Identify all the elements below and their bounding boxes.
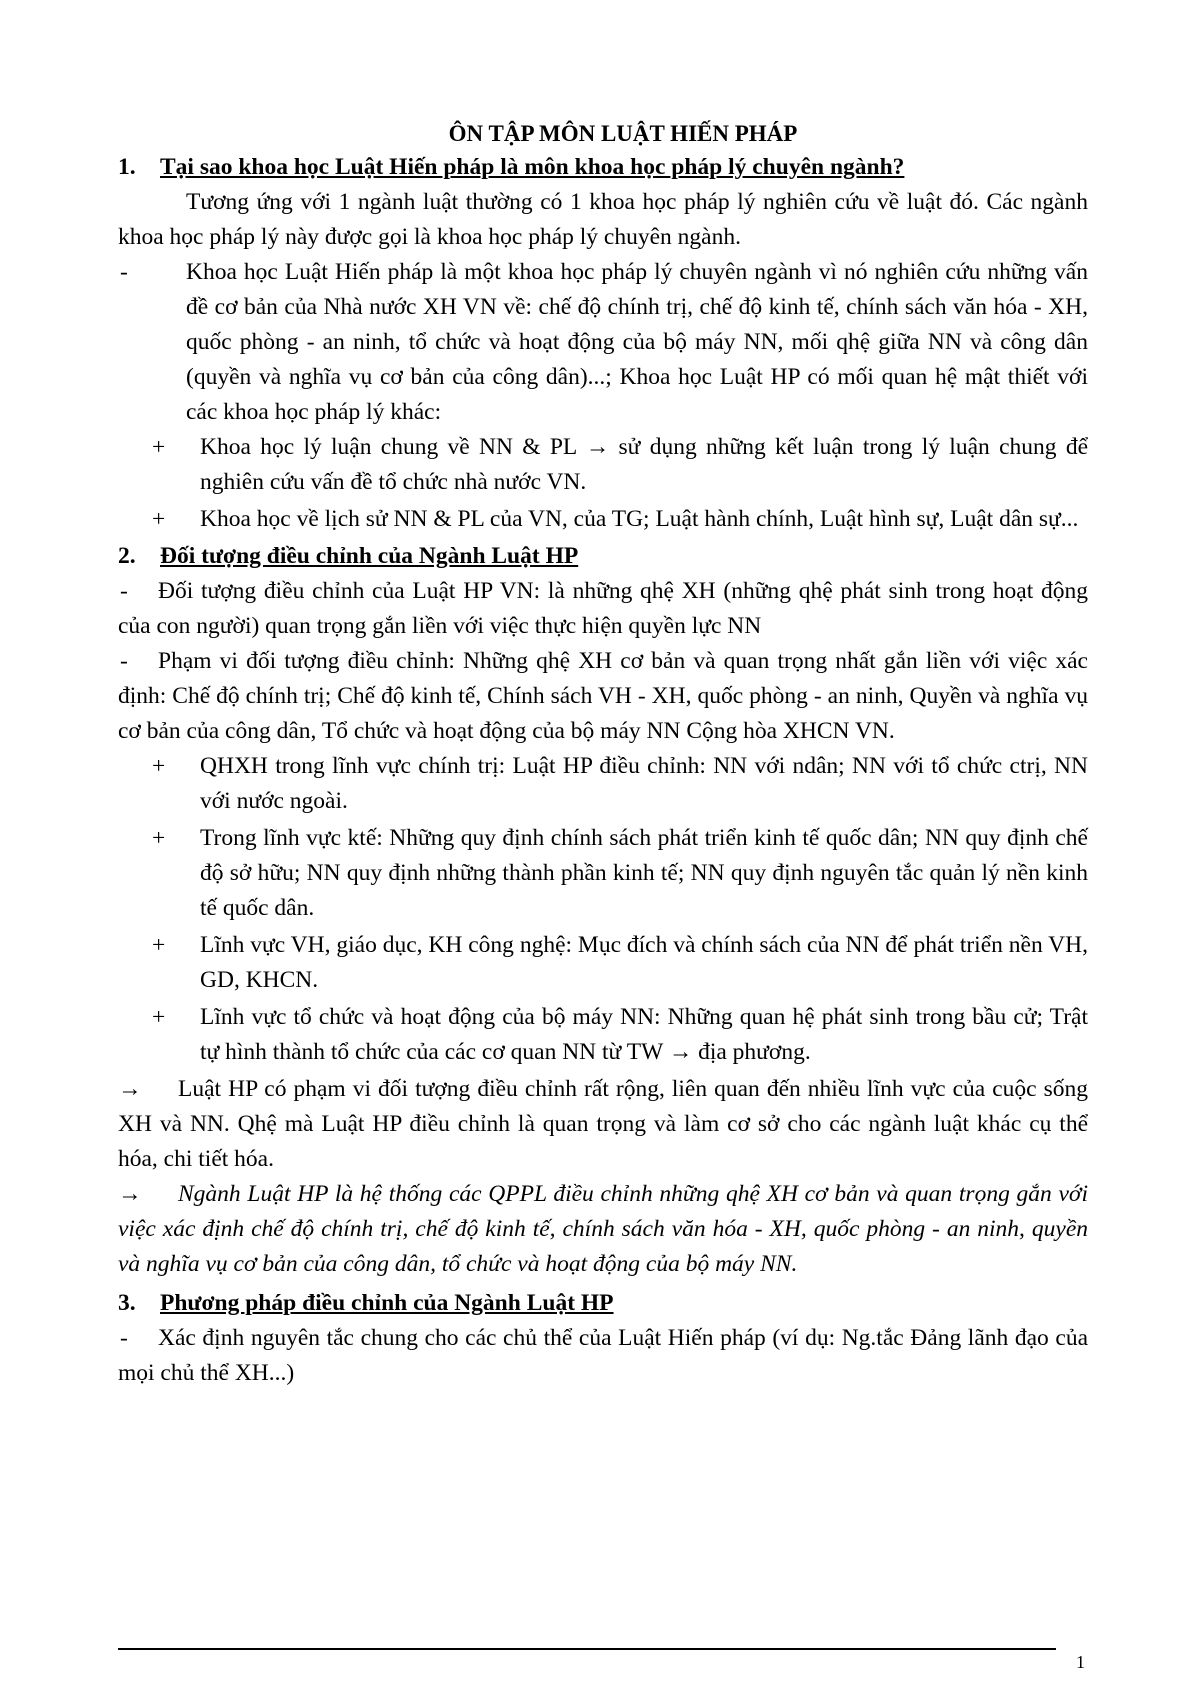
section-1-plus-item-1 [152,430,1088,500]
section-2-plus-item-4 [152,1000,1088,1070]
dash-text: Xác định nguyên tắc chung cho các chủ thể của Luật Hiến pháp (ví dụ: Ng.tắc Đảng lãnh đạo của mọi chủ thể XH...) [118,1325,1088,1386]
arrow-marker: → [118,1076,142,1102]
arrow-text: Ngành Luật HP là hệ thống các QPPL điều chỉnh những qhệ XH cơ bản và quan trọng gắn với việc xác định chế độ chính trị, chế độ kinh tế, chính sách văn hóa - XH, quốc phòng - an ninh, quyền và nghĩa vụ cơ bản của công dân, tổ chức và hoạt động của bộ máy NN. [118,1181,1088,1277]
section-2-arrow-item-1 [118,1072,1088,1177]
plus-marker: + [152,506,166,532]
dash-marker: - [120,1325,128,1351]
document-title: ÔN TẬP MÔN LUẬT HIẾN PHÁP [448,121,798,146]
section-2-dash-item-1 [118,574,1088,644]
plus-marker: + [152,825,166,851]
dash-marker: - [120,259,128,285]
section-2-arrow-item-2 [118,1177,1088,1282]
section-2-plus-item-3 [152,928,1088,998]
dash-text: Khoa học Luật Hiến pháp là một khoa học pháp lý chuyên ngành vì nó nghiên cứu những vấn đề cơ bản của Nhà nước XH VN về: chế độ chính trị, chế độ kinh tế, chính sách văn hóa - XH, quốc phòng - an ninh, tổ chức và hoạt động của bộ máy NN, mối qhệ giữa NN và công dân (quyền và nghĩa vụ cơ bản của công dân)...; Khoa học Luật HP có mối quan hệ mật thiết với các khoa học pháp lý khác: [186,259,1088,425]
plus-marker: + [152,1004,166,1030]
plus-marker: + [152,753,166,779]
dash-marker: - [120,578,128,604]
section-2-plus-item-1 [152,749,1088,819]
plus-marker: + [152,932,166,958]
plus-text: Lĩnh vực tổ chức và hoạt động của bộ máy NN: Những quan hệ phát sinh trong bầu cử; Trật tự hình thành tổ chức của các cơ quan NN từ TW → địa phương. [200,1004,1088,1065]
section-heading-text: Đối tượng điều chỉnh của Ngành Luật HP [160,543,579,569]
section-heading-text: Phương pháp điều chỉnh của Ngành Luật HP [160,1290,614,1316]
section-1-heading [118,150,1088,185]
section-number: 3. [118,1290,136,1316]
section-heading-text: Tại sao khoa học Luật Hiến pháp là môn khoa học pháp lý chuyên ngành? [160,154,905,180]
section-3-dash-item-1 [118,1321,1088,1391]
arrow-text: Luật HP có phạm vi đối tượng điều chỉnh rất rộng, liên quan đến nhiều lĩnh vực của cuộc sống XH và NN. Qhệ mà Luật HP điều chỉnh là quan trọng và làm cơ sở cho các ngành luật khác cụ thể hóa, chi tiết hóa. [118,1076,1088,1172]
plus-text: QHXH trong lĩnh vực chính trị: Luật HP điều chỉnh: NN với ndân; NN với tổ chức ctrị, NN với nước ngoài. [200,753,1088,814]
section-number: 2. [118,543,136,569]
plus-text: Trong lĩnh vực ktế: Những quy định chính sách phát triển kinh tế quốc dân; NN quy định chế độ sở hữu; NN quy định những thành phần kinh tế; NN quy định nguyên tắc quản lý nền kinh tế quốc dân. [200,825,1088,921]
section-2-dash-item-2 [118,644,1088,749]
section-1-plus-item-2 [152,502,1088,537]
document-body [118,118,1088,1391]
section-number: 1. [118,154,136,180]
dash-text: Phạm vi đối tượng điều chỉnh: Những qhệ XH cơ bản và quan trọng nhất gắn liền với việc xác định: Chế độ chính trị; Chế độ kinh tế, Chính sách VH - XH, quốc phòng - an ninh, Quyền và nghĩa vụ cơ bản của công dân, Tổ chức và hoạt động của bộ máy NN Cộng hòa XHCN VN. [118,648,1088,744]
section-3-heading [118,1286,1088,1321]
plus-marker: + [152,434,166,460]
dash-text: Đối tượng điều chỉnh của Luật HP VN: là những qhệ XH (những qhệ phát sinh trong hoạt động của con người) quan trọng gắn liền với việc thực hiện quyền lực NN [118,578,1088,639]
plus-text: Khoa học lý luận chung về NN & PL → sử dụng những kết luận trong lý luận chung để nghiên cứu vấn đề tổ chức nhà nước VN. [200,434,1088,495]
section-2-plus-item-2 [152,821,1088,926]
dash-marker: - [120,648,128,674]
section-1-dash-item [118,255,1088,430]
page-number: 1 [1076,1652,1085,1672]
plus-text: Khoa học về lịch sử NN & PL của VN, của TG; Luật hành chính, Luật hình sự, Luật dân sự... [200,506,1079,532]
arrow-marker: → [118,1181,142,1207]
section-2-heading [118,539,1088,574]
footer-divider [118,1648,1056,1650]
section-1-intro: Tương ứng với 1 ngành luật thường có 1 khoa học pháp lý nghiên cứu về luật đó. Các ngành khoa học pháp lý này được gọi là khoa học pháp lý chuyên ngành. [118,189,1088,250]
plus-text: Lĩnh vực VH, giáo dục, KH công nghệ: Mục đích và chính sách của NN để phát triển nền VH, GD, KHCN. [200,932,1088,993]
